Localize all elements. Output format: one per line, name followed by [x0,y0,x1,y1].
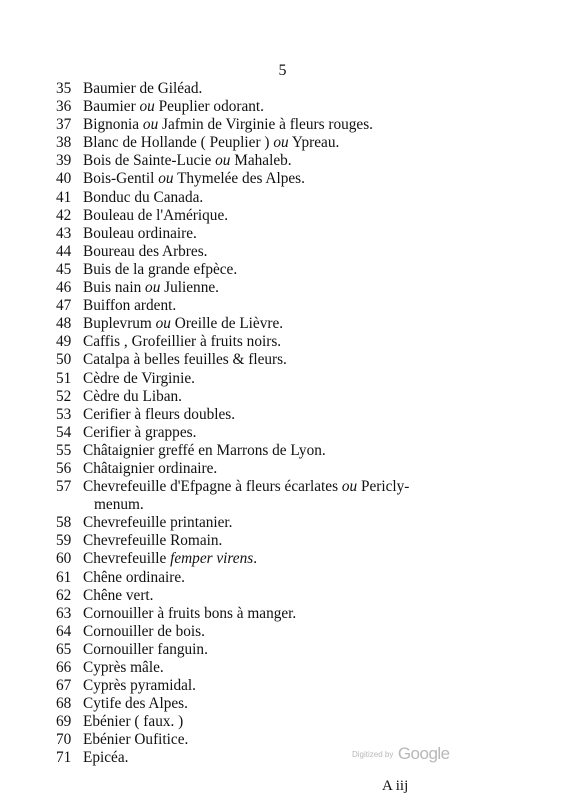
entry-text [83,569,185,587]
entry-text-part: Chêne ordinaire. [83,568,185,586]
entry-number: 54 [56,423,72,441]
google-logo: Google [397,744,450,763]
list-item [56,116,526,134]
signature-mark: A iij [382,778,409,794]
entry-continuation: menum. [94,496,144,514]
entry-text-part: Cerifier à fleurs doubles. [83,405,236,423]
entry-number: 67 [56,677,72,695]
list-item [56,478,526,496]
list-item [56,261,526,279]
entry-text-part: Cerifier à grappes. [83,423,197,441]
entry-text [83,170,305,188]
entry-number: 71 [56,749,72,767]
entry-number: 45 [56,260,72,278]
entry-text-part: Cyprès pyramidal. [83,677,197,695]
entry-text-part: Bois de Sainte-Lucie [83,152,216,170]
page-number: 5 [278,62,287,79]
entry-number: 52 [56,387,72,405]
entry-number: 69 [56,713,72,731]
entry-text [83,189,203,207]
entry-number: 36 [56,98,72,116]
list-item [56,659,526,677]
entry-number: 70 [56,731,72,749]
list-item [56,189,526,207]
entry-text-part: Epicéa. [83,749,129,767]
list-item [56,460,526,478]
entry-text [83,297,176,315]
entry-number: 42 [56,206,72,224]
entry-italic-text: ou [155,315,171,333]
entry-text [83,406,235,424]
entry-text-part: Buis nain [83,279,146,297]
list-item [56,605,526,623]
list-item [56,532,526,550]
list-item [56,695,526,713]
entry-text-part: Bonduc du Canada. [83,188,204,206]
list-item [56,442,526,460]
entry-text-part: Chevrefeuille Romain. [83,532,223,550]
entry-text-part: Thymelée des Alpes. [173,170,305,188]
entry-text-part: Baumier [83,98,140,116]
entry-text-part: Bouleau de l'Amérique. [83,206,229,224]
list-item [56,170,526,188]
list-item [56,370,526,388]
list-item [56,297,526,315]
entry-number: 53 [56,405,72,423]
entry-number: 41 [56,188,72,206]
entry-text-part: Ypreau. [288,134,340,152]
entry-text-part: Boureau des Arbres. [83,242,208,260]
entry-text-part: Cèdre du Liban. [83,387,182,405]
entry-text [83,460,217,478]
entry-text-part: Buplevrum [83,315,156,333]
entry-text-part: Châtaignier ordinaire. [83,459,218,477]
entry-text-part: Julienne. [160,279,219,297]
entry-text-part: Bois-Gentil [83,170,159,188]
entry-text [83,116,373,134]
entry-number: 68 [56,695,72,713]
entry-number: 44 [56,242,72,260]
entry-text [83,695,188,713]
entry-text [83,279,219,297]
entry-text-part: Bouleau ordinaire. [83,224,197,242]
entry-text-part: Chêne vert. [83,586,154,604]
entry-text [83,659,164,677]
entry-text [83,333,281,351]
list-item [56,80,526,98]
entry-text [83,134,339,152]
entry-number: 62 [56,586,72,604]
entry-text-part: Bignonia [83,116,143,134]
entry-number: 59 [56,532,72,550]
entry-number: 60 [56,550,72,568]
entry-text-part: Blanc de Hollande ( Peuplier ) [83,134,274,152]
entry-italic-text: ou [215,152,231,170]
list-item [56,424,526,442]
entry-text-part: Buiffon ardent. [83,297,177,315]
entry-number: 61 [56,568,72,586]
entry-text [83,713,183,731]
list-item [56,587,526,605]
list-item [56,677,526,695]
list-item [56,243,526,261]
list-item [56,514,526,532]
entry-number: 58 [56,514,72,532]
entry-text-part: Cornouiller à fruits bons à manger. [83,604,297,622]
entry-text [83,550,257,568]
entry-text-part: Cytife des Alpes. [83,695,188,713]
list-item [56,225,526,243]
entry-text [83,388,182,406]
watermark-prefix: Digitized by [352,750,394,759]
list-item [56,351,526,369]
entry-text-part: Cornouiller fanguin. [83,640,208,658]
entry-text [83,370,195,388]
entry-text [83,351,287,369]
entry-text [83,623,205,641]
entry-number: 66 [56,659,72,676]
entry-number: 43 [56,224,72,242]
entry-text [83,261,237,279]
entry-text-part: Peuplier odorant. [154,98,264,116]
entry-italic-text: ou [139,98,155,116]
entry-text [83,641,208,659]
entry-number: 55 [56,441,72,459]
entry-number: 38 [56,134,72,152]
entry-number: 39 [56,152,72,170]
list-item [56,406,526,424]
entry-text [83,207,228,225]
list-item [56,98,526,116]
entry-number: 47 [56,297,72,315]
entry-number: 63 [56,604,72,622]
entry-italic-text: ou [145,279,161,297]
entry-number: 35 [56,80,72,97]
entry-italic-text: femper virens [170,550,254,568]
entry-text [83,243,207,261]
entry-text [83,532,222,550]
list-item [56,550,526,568]
list-item [56,569,526,587]
entry-text [83,442,326,460]
entry-list [56,80,526,768]
entry-text-part: Châtaignier greffé en Marrons de Lyon. [83,441,326,459]
entry-text [83,514,233,532]
entry-text-part: Cèdre de Virginie. [83,369,195,387]
entry-number: 49 [56,333,72,351]
entry-text [83,98,264,116]
entry-number: 40 [56,170,72,188]
entry-text [83,152,292,170]
entry-number: 57 [56,478,72,496]
list-item [56,641,526,659]
entry-italic-text: ou [341,478,358,496]
entry-text-part: Chevrefeuille printanier. [83,514,233,532]
entry-number: 51 [56,369,72,387]
entry-number: 65 [56,640,72,658]
entry-text [83,731,188,749]
entry-number: 64 [56,622,72,640]
entry-italic-text: ou [158,170,174,188]
list-item [56,388,526,406]
watermark [352,744,462,762]
list-item [56,279,526,297]
entry-text-part: Mahaleb. [230,152,292,170]
entry-text [83,315,283,333]
entry-text [83,80,202,98]
entry-text-part: Ebénier ( faux. ) [83,713,184,731]
entry-text-part: Buis de la grande efpèce. [83,260,238,278]
entry-italic-text: ou [142,116,159,134]
entry-text-part: Ebénier Oufitice. [83,731,189,749]
entry-text [83,478,409,496]
list-item [56,207,526,225]
entry-text [83,605,296,623]
entry-number: 37 [56,116,72,134]
entry-text-part: Cyprès mâle. [83,659,164,676]
entry-text [83,424,196,442]
list-item [56,713,526,731]
entry-text-part: Pericly- [357,478,410,496]
entry-text-part: Catalpa à belles feuilles & fleurs. [83,351,287,369]
entry-text-part: Chevrefeuille d'Efpagne à fleurs écarlates [83,478,342,496]
entry-number: 50 [56,351,72,369]
entry-text [83,677,196,695]
entry-text-part: Caffis , Grofeillier à fruits noirs. [83,333,282,351]
list-item [56,315,526,333]
entry-text [83,225,197,243]
entry-text-part: Oreille de Lièvre. [170,315,284,333]
entry-text-part: Cornouiller de bois. [83,622,205,640]
list-item [56,152,526,170]
list-item [56,134,526,152]
entry-italic-text: ou [273,134,289,152]
list-item [56,333,526,351]
entry-text [83,587,154,605]
entry-number: 48 [56,315,72,333]
list-item [56,623,526,641]
entry-number: 56 [56,459,72,477]
entry-number: 46 [56,279,72,297]
entry-text-part: . [253,550,258,568]
entry-text-part: Jafmin de Virginie à fleurs rouges. [158,116,373,134]
entry-text-part: Baumier de Giléad. [83,80,203,97]
entry-text-part: Chevrefeuille [83,550,171,568]
entry-text [83,749,128,767]
